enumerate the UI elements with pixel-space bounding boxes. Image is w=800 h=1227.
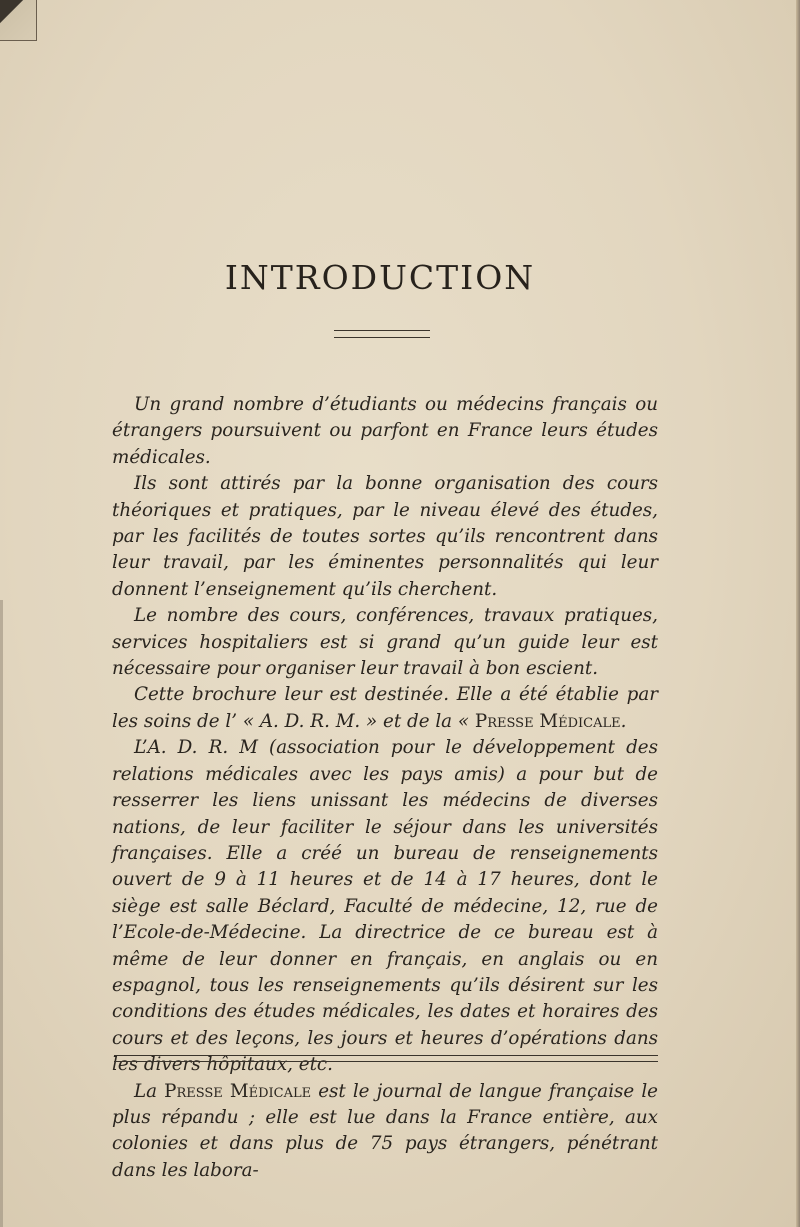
title-double-rule [334,330,430,338]
page-title: INTRODUCTION [224,258,536,297]
corner-mark [0,0,37,41]
paragraph-2: Ils sont attirés par la bonne organisation des cours théoriques et pratiques, par le niveau élevé des études, par les facilités de toutes sortes qu’ils rencontrent dans leur travail, par les éminentes personnalités qui leur donnent l’enseignement qu’ils cherchent. [112,473,658,600]
paragraph-6-start: La [134,1080,165,1102]
presse-medicale-name: Presse Médicale [474,710,621,732]
paragraph-3: Le nombre des cours, conférences, travaux pratiques, services hospitaliers est si grand qu’un guide leur est nécessaire pour organiser leur travail à bon escient. [112,605,658,680]
bottom-double-rule [114,1055,658,1062]
page-right-edge [796,0,800,1227]
paragraph-6 [112,1079,658,1185]
paragraph-4 [112,682,658,735]
page-left-edge [0,600,3,1227]
paragraph-1: Un grand nombre d’étudiants ou médecins français ou étrangers poursuivent ou parfont en France leurs études médicales. [112,394,658,468]
body-text [112,392,658,1184]
paragraph-6-text: est le journal de langue française le plus répandu ; elle est lue dans la France entière, aux colonies et dans plus de 75 pays étrangers, pénétrant dans les labora- [112,1080,659,1181]
paragraph-4-end: . [620,710,627,732]
presse-medicale-name-2: Presse Médicale [164,1080,312,1102]
paragraph-4-text: Cette brochure leur est destinée. Elle a été établie par les soins de l’ « A. D. R. M. » et de la « [112,684,658,732]
paragraph-5: L’A. D. R. M (association pour le développement des relations médicales avec les pays amis) a pour but de resserrer les liens unissant les médecins de diverses nations, de leur faciliter le séjour dans les universités françaises. Elle a créé un bureau de renseignements ouvert de 9 à 11 heures et de 14 à 17 heures, dont le siège est salle Béclard, Faculté de médecine, 12, rue de l’Ecole-de-Médecine. La directrice de ce bureau est à même de leur donner en français, en anglais ou en espagnol, tous les renseignements qu’ils désirent sur les conditions des études médicales, les dates et horaires des cours et des leçons, les jours et heures d’opérations dans les divers hôpitaux, etc. [112,737,658,1076]
